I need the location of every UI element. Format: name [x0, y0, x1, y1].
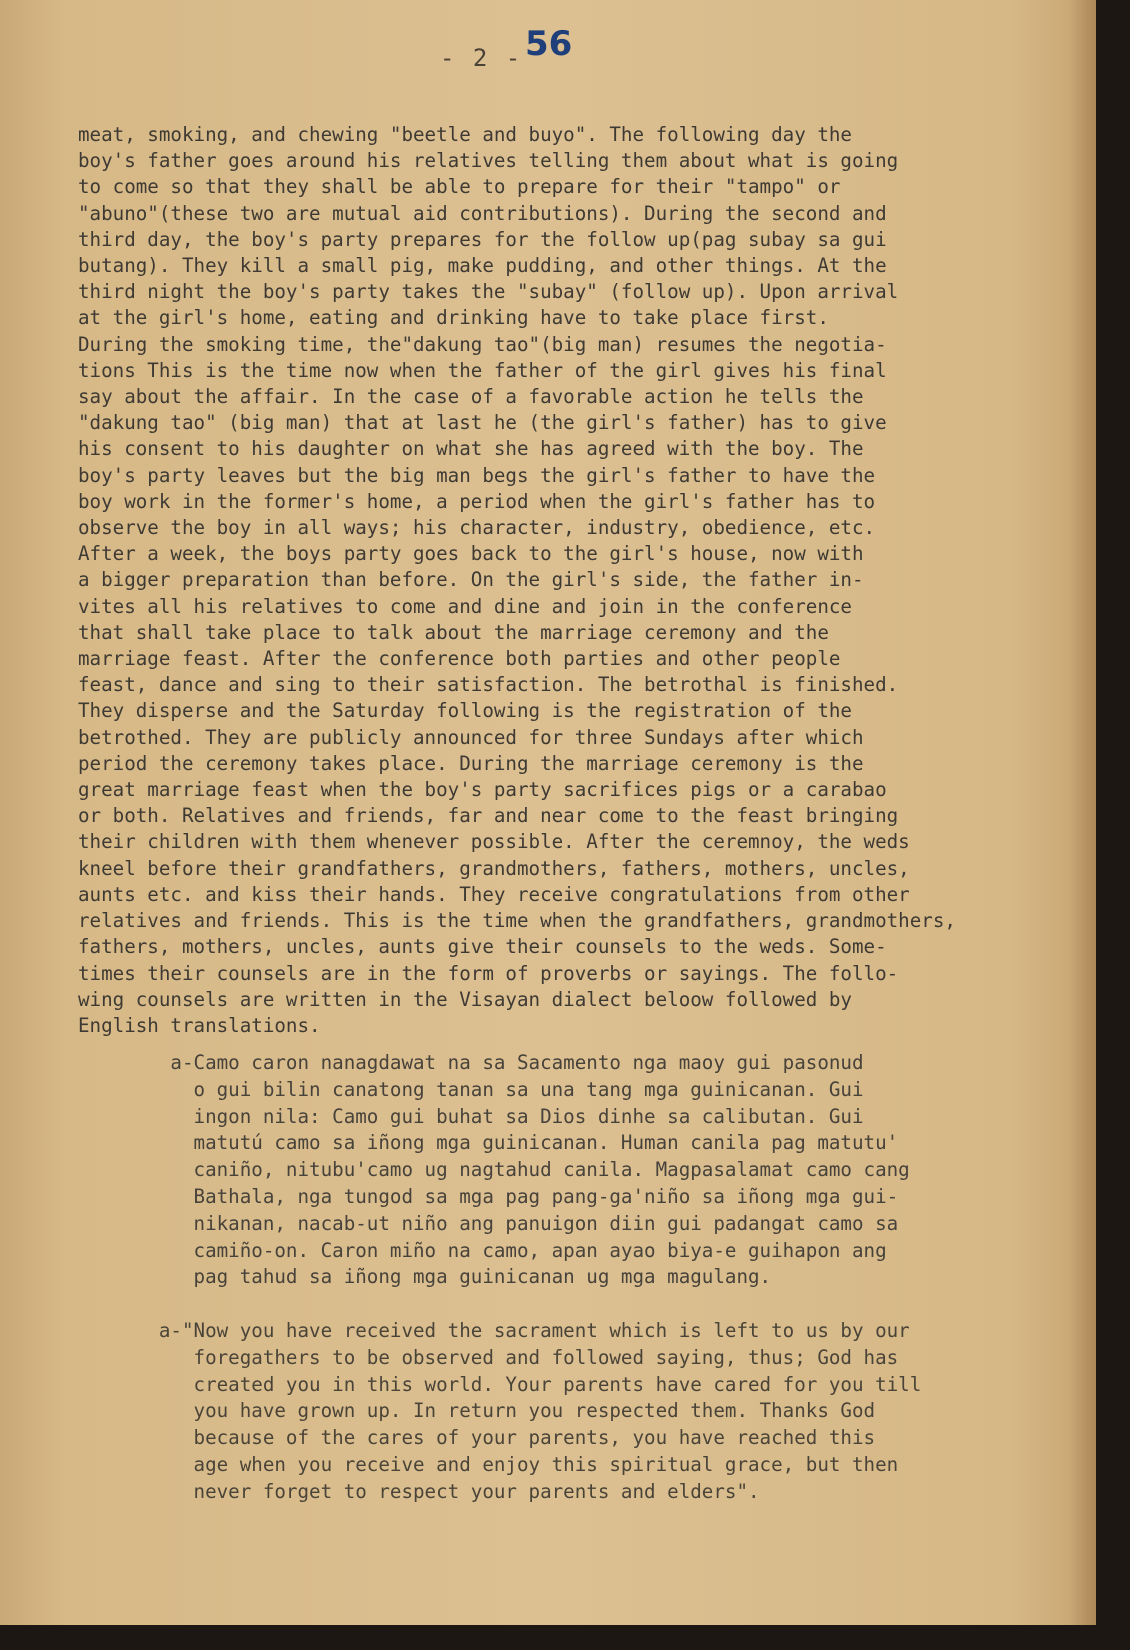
text-line: They disperse and the Saturday following is the registration of the [78, 699, 852, 723]
text-line: you have grown up. In return you respected them. Thanks God [78, 1399, 876, 1423]
text-line: wing counsels are written in the Visayan dialect beloow followed by [78, 987, 852, 1011]
text-line: caniño, nitubu'camo ug nagtahud canila. Magpasalamat camo cang [78, 1158, 910, 1182]
text-line: o gui bilin canatong tanan sa una tang mga guinicanan. Gui [78, 1077, 864, 1101]
text-line: period the ceremony takes place. During the marriage ceremony is the [78, 751, 864, 775]
text-line: or both. Relatives and friends, far and near come to the feast bringing [78, 804, 899, 828]
text-line: foregathers to be observed and followed saying, thus; God has [78, 1345, 899, 1369]
text-line: relatives and friends. This is the time when the grandfathers, grandmothers, [78, 909, 956, 933]
text-line: his consent to his daughter on what she has agreed with the boy. The [78, 437, 864, 461]
text-line: never forget to respect your parents and elders". [78, 1479, 760, 1503]
text-line: boy work in the former's home, a period when the girl's father has to [78, 489, 876, 513]
visayan-counsel [78, 1050, 1008, 1291]
text-line: kneel before their grandfathers, grandmothers, fathers, mothers, uncles, [78, 856, 910, 880]
text-line: boy's party leaves but the big man begs the girl's father to have the [78, 463, 876, 487]
text-line: because of the cares of your parents, you have reached this [78, 1426, 876, 1450]
text-line: vites all his relatives to come and dine and join in the conference [78, 594, 852, 618]
text-line: "abuno"(these two are mutual aid contributions). During the second and [78, 201, 887, 225]
text-line: feast, dance and sing to their satisfaction. The betrothal is finished. [78, 673, 899, 697]
text-line: tions This is the time now when the father of the girl gives his final [78, 358, 887, 382]
text-line: pag tahud sa iñong mga guinicanan ug mga magulang. [78, 1265, 772, 1289]
page-header [0, 18, 1096, 72]
text-line: During the smoking time, the"dakung tao"(big man) resumes the negotia- [78, 332, 887, 356]
text-line: a bigger preparation than before. On the girl's side, the father in- [78, 568, 864, 592]
text-line: their children with them whenever possible. After the ceremnoy, the weds [78, 830, 910, 854]
text-line: third night the boy's party takes the "subay" (follow up). Upon arrival [78, 280, 899, 304]
text-line: great marriage feast when the boy's party sacrifices pigs or a carabao [78, 778, 887, 802]
text-line: meat, smoking, and chewing "beetle and buyo". The following day the [78, 123, 852, 146]
english-translation [78, 1318, 1008, 1506]
text-line: After a week, the boys party goes back to the girl's house, now with [78, 542, 864, 566]
text-line: fathers, mothers, uncles, aunts give their counsels to the weds. Some- [78, 935, 887, 959]
page-shadow-edge [1068, 0, 1096, 1625]
text-line: camiño-on. Caron miño na camo, apan ayao biya-e guihapon ang [78, 1238, 887, 1262]
text-line: "dakung tao" (big man) that at last he (the girl's father) has to give [78, 411, 887, 435]
text-line: betrothed. They are publicly announced for three Sundays after which [78, 725, 864, 749]
stamped-page-number: 56 [525, 24, 573, 64]
text-line: that shall take place to talk about the marriage ceremony and the [78, 620, 829, 644]
text-line: times their counsels are in the form of proverbs or sayings. The follo- [78, 961, 899, 985]
text-line: English translations. [78, 1013, 321, 1037]
text-line: marriage feast. After the conference both parties and other people [78, 647, 841, 671]
text-line: third day, the boy's party prepares for the follow up(pag subay sa gui [78, 227, 887, 251]
text-line: matutú camo sa iñong mga guinicanan. Human canila pag matutu' [78, 1131, 899, 1155]
text-line: boy's father goes around his relatives telling them about what is going [78, 149, 899, 173]
text-line: age when you receive and enjoy this spiritual grace, but then [78, 1452, 899, 1476]
text-line: a-Camo caron nanagdawat na sa Sacamento nga maoy gui pasonud [78, 1051, 864, 1074]
text-line: butang). They kill a small pig, make pudding, and other things. At the [78, 254, 887, 278]
page-number: - 2 - [440, 44, 523, 72]
text-line: at the girl's home, eating and drinking have to take place first. [78, 306, 829, 330]
text-line: created you in this world. Your parents have cared for you till [78, 1372, 922, 1396]
body-paragraph [78, 122, 1008, 1039]
text-line: observe the boy in all ways; his character, industry, obedience, etc. [78, 516, 876, 540]
text-line: a-"Now you have received the sacrament which is left to us by our [78, 1319, 910, 1342]
text-line: Bathala, nga tungod sa mga pag pang-ga'niño sa iñong mga gui- [78, 1184, 899, 1208]
text-line: aunts etc. and kiss their hands. They receive congratulations from other [78, 882, 910, 906]
text-line: ingon nila: Camo gui buhat sa Dios dinhe sa calibutan. Gui [78, 1104, 864, 1128]
text-line: nikanan, nacab-ut niño ang panuigon diin gui padangat camo sa [78, 1211, 899, 1235]
text-line: to come so that they shall be able to prepare for their "tampo" or [78, 175, 841, 199]
text-line: say about the affair. In the case of a favorable action he tells the [78, 385, 864, 409]
